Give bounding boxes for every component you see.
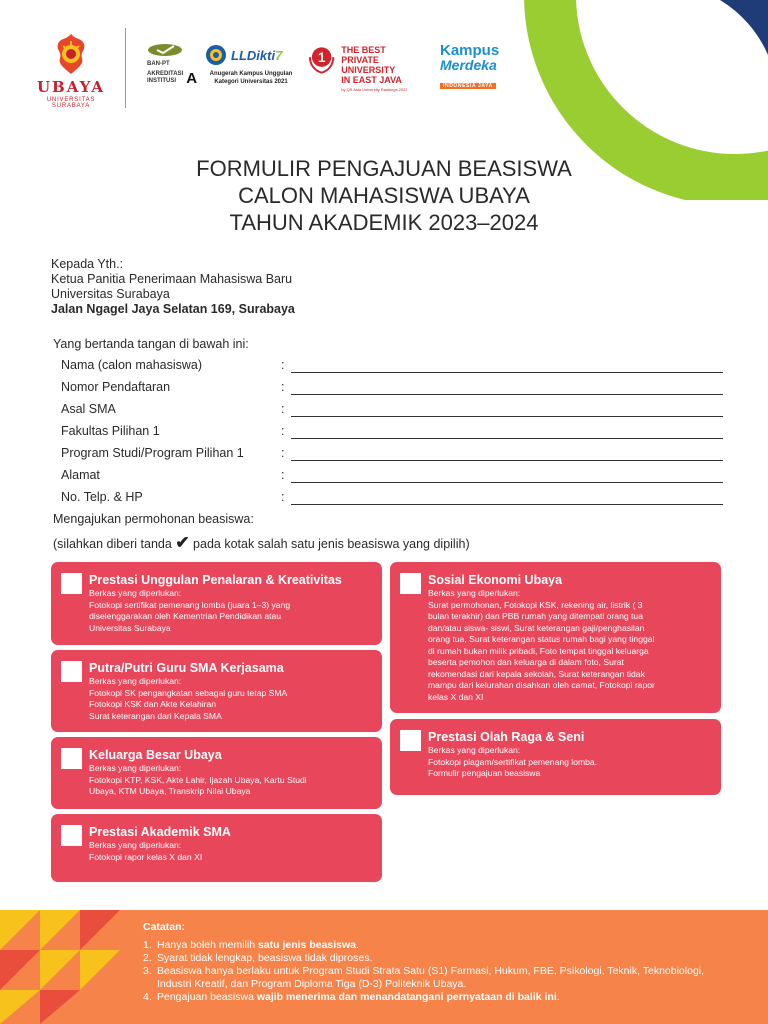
note-item: 3. Beasiswa hanya berlaku untuk Program Studi Strata Satu (S1) Farmasi, Hukum, FBE, Psikologi, Teknik, Teknobiologi, Industri Kreatif, dan Program Diploma Tiga (D-3) Politeknik Ubaya.	[143, 965, 705, 990]
card-title: Sosial Ekonomi Ubaya	[428, 573, 563, 587]
card-req-line: Surat permohonan, Fotokopi KSK, rekening air, listrik ( 3	[428, 599, 643, 610]
card-req-label: Berkas yang diperlukan:	[428, 588, 521, 598]
checkbox[interactable]	[400, 573, 421, 594]
field-row-name	[61, 358, 723, 376]
card-title: Keluarga Besar Ubaya	[89, 748, 222, 762]
banpt-name: BAN-PT	[147, 61, 170, 67]
card-req-line: Fotokopi KTP, KSK, Akte Lahir, Ijazah Ubaya, Kartu Studi	[89, 774, 307, 785]
scholarship-card-prestasi-akademik	[51, 814, 382, 882]
notes-title: Catatan:	[143, 921, 186, 933]
kampus-line1: Kampus	[440, 42, 500, 59]
card-req-line: bulan terakhir) dan PBB rumah yang ditempati orang tua	[428, 611, 643, 621]
recipient-line-2: Universitas Surabaya	[51, 287, 170, 301]
kampus-merdeka-logo	[440, 44, 528, 91]
field-label: Fakultas Pilihan 1	[61, 424, 160, 438]
program-field[interactable]	[291, 460, 723, 461]
notes-list	[143, 939, 713, 1004]
field-label: Nama (calon mahasiswa)	[61, 358, 203, 372]
checkmark-icon: ✔	[175, 533, 190, 552]
lldikti-logo	[205, 44, 297, 86]
registration-number-field[interactable]	[291, 394, 723, 395]
card-req-label: Berkas yang diperlukan:	[89, 763, 182, 773]
card-title: Prestasi Unggulan Penalaran & Kreativitas	[89, 573, 342, 587]
checkbox[interactable]	[61, 573, 82, 594]
ubaya-logo	[30, 32, 112, 109]
field-colon: :	[281, 424, 285, 438]
recipient-block	[51, 257, 295, 317]
recipient-address: Jalan Ngagel Jaya Selatan 169, Surabaya	[51, 302, 295, 316]
instruction-after: pada kotak salah satu jenis beasiswa yang dipilih)	[193, 537, 470, 551]
best-line2: PRIVATE UNIVERSITY	[341, 55, 396, 75]
field-row-faculty	[61, 424, 723, 442]
kampus-line2: Merdeka	[440, 57, 497, 73]
field-colon: :	[281, 402, 285, 416]
card-req-line: orang tua, Surat keterangan status rumah bagi yang tinggal	[428, 634, 655, 644]
lldikti-name: LLDikti	[231, 47, 276, 63]
instruction-text	[53, 533, 470, 553]
kampus-line3: INDONESIA JAYA	[440, 83, 496, 89]
best-source: by QS Asia University Rankings 2022	[341, 87, 408, 92]
notes-footer	[0, 910, 768, 1024]
card-req-line: dan/atau siswa- siswi, Surat keterangan gaji/penghasilan	[428, 622, 645, 633]
field-row-school	[61, 402, 723, 420]
banpt-line2: INSTITUSI	[147, 78, 177, 84]
ubaya-wordmark: UBAYA	[36, 78, 106, 96]
header-divider	[125, 28, 126, 108]
recipient-line-1: Ketua Panitia Penerimaan Mahasiswa Baru	[51, 272, 293, 286]
recipient-greeting: Kepada Yth.:	[51, 257, 124, 271]
field-colon: :	[281, 468, 285, 482]
scholarship-card-sosial-ekonomi	[390, 562, 721, 713]
checkbox[interactable]	[61, 661, 82, 682]
phone-field[interactable]	[291, 504, 723, 505]
note-item: 1. Hanya boleh memilih satu jenis beasiswa.	[143, 939, 359, 951]
card-req-line: Fotokopi KSK dan Akte Kelahiran	[89, 699, 217, 709]
card-req-line: di rumah bukan milik pribadi, Foto tempat tinggal keluarga	[428, 645, 649, 656]
card-req-label: Berkas yang diperlukan:	[428, 745, 521, 755]
card-title: Prestasi Olah Raga & Seni	[428, 730, 585, 744]
field-colon: :	[281, 380, 285, 394]
lldikti-caption-2: Kategori Universitas 2021	[214, 79, 288, 85]
best-line1: THE BEST	[341, 45, 386, 55]
note-item: 4. Pengajuan beasiswa wajib menerima dan menandatangani pernyataan di balik ini.	[143, 991, 560, 1003]
field-label: Nomor Pendaftaran	[61, 380, 171, 394]
address-field[interactable]	[291, 482, 723, 483]
name-field[interactable]	[291, 372, 723, 373]
checkbox[interactable]	[61, 825, 82, 846]
ubaya-emblem-icon	[52, 32, 90, 76]
faculty-field[interactable]	[291, 438, 723, 439]
card-req-line: Universitas Surabaya	[89, 622, 171, 633]
card-req-line: Fotokopi sertifikat pemenang lomba (juara 1–3) yang	[89, 599, 291, 610]
school-field[interactable]	[291, 416, 723, 417]
field-colon: :	[281, 446, 285, 460]
card-title: Putra/Putri Guru SMA Kerjasama	[89, 661, 284, 675]
card-req-label: Berkas yang diperlukan:	[89, 588, 182, 598]
card-req-line: rekomendasi dari kepala sekolah, Surat keterangan tidak	[428, 668, 645, 679]
field-label: Program Studi/Program Pilihan 1	[61, 446, 244, 460]
card-req-label: Berkas yang diperlukan:	[89, 676, 182, 686]
card-req-line: beserta pemohon dan keluarga di dalam foto, Surat	[428, 657, 624, 667]
card-req-line: Fotokopi piagam/sertifikat pemenang lomba.	[428, 756, 598, 767]
card-req-line: diselenggarakan oleh Kementrian Pendidikan atau	[89, 611, 282, 621]
form-intro: Yang bertanda tangan di bawah ini:	[53, 337, 249, 351]
scholarship-card-prestasi-unggulan	[51, 562, 382, 645]
card-req-line: mampu dari kelurahan disahkan oleh camat, Fotokopi rapor	[428, 680, 655, 690]
title-line-2: CALON MAHASISWA UBAYA	[238, 183, 530, 208]
card-req-line: Surat keterangan dari Kepala SMA	[89, 710, 222, 721]
rank-badge-icon	[307, 45, 336, 75]
note-item: 2. Syarat tidak lengkap, beasiswa tidak diproses.	[143, 952, 373, 964]
card-req-line: Fotokopi SK pengangkatan sebagai guru tetap SMA	[89, 687, 288, 698]
instruction-before: (silahkan diberi tanda	[53, 537, 172, 551]
field-colon: :	[281, 358, 285, 372]
title-line-3: TAHUN AKADEMIK 2023–2024	[229, 210, 539, 235]
lldikti-number: 7	[275, 47, 283, 63]
title-line-1: FORMULIR PENGAJUAN BEASISWA	[196, 156, 572, 181]
scholarship-card-putra-putri-guru	[51, 650, 382, 732]
ubaya-subtitle: UNIVERSITAS SURABAYA	[46, 97, 96, 109]
card-req-line: Fotokopi rapor kelas X dan XI	[89, 851, 203, 862]
triangle-pattern-icon	[0, 910, 128, 1024]
field-label: Asal SMA	[61, 402, 116, 416]
card-title: Prestasi Akademik SMA	[89, 825, 231, 839]
scholarship-card-keluarga-besar	[51, 737, 382, 809]
card-req-line: kelas X dan XI	[428, 691, 484, 702]
card-req-line: Formulir pengajuan beasiswa	[428, 768, 541, 778]
field-row-registration-number	[61, 380, 723, 398]
scholarship-card-olah-raga-seni	[390, 719, 721, 795]
request-text: Mengajukan permohonan beasiswa:	[53, 512, 254, 526]
field-label: No. Telp. & HP	[61, 490, 143, 504]
best-university-logo	[307, 45, 433, 92]
card-req-line: Ubaya, KTM Ubaya, Transkrip Nilai Ubaya	[89, 786, 251, 796]
card-req-label: Berkas yang diperlukan:	[89, 840, 182, 850]
tutwuri-emblem-icon	[205, 44, 227, 66]
banpt-emblem-icon	[147, 43, 183, 57]
rank-number: 1	[317, 49, 326, 65]
field-row-program	[61, 446, 723, 464]
field-row-phone	[61, 490, 723, 508]
checkbox[interactable]	[400, 730, 421, 751]
page-title	[0, 155, 768, 236]
field-colon: :	[281, 490, 285, 504]
banpt-line1: AKREDITASI	[147, 71, 184, 77]
notes	[143, 921, 713, 1004]
lldikti-caption-1: Anugerah Kampus Unggulan	[209, 71, 293, 77]
banpt-grade: A	[186, 70, 198, 87]
best-line3: IN EAST JAVA	[341, 75, 402, 85]
field-row-address	[61, 468, 723, 486]
banpt-logo	[147, 42, 199, 85]
field-label: Alamat	[61, 468, 100, 482]
checkbox[interactable]	[61, 748, 82, 769]
